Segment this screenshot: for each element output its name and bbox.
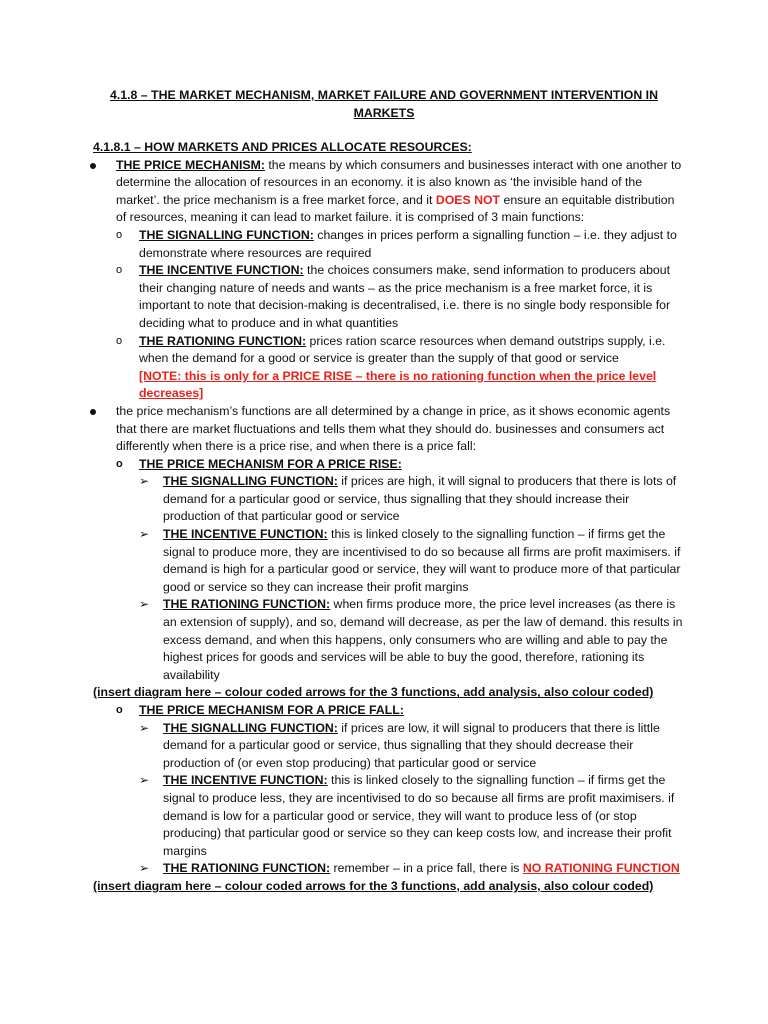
circle-bullet-icon: o — [116, 228, 123, 241]
list-item-rise-function — [93, 526, 683, 596]
arrow-bullet-icon: ➢ — [139, 773, 150, 788]
term-label: THE PRICE MECHANISM: — [116, 157, 265, 172]
emphasis-does-not: DOES NOT — [435, 192, 501, 207]
circle-bullet-icon: o — [116, 334, 123, 347]
paragraph-text: the price mechanism’s functions are all determined by a change in price, as it shows economic agents that there are market fluctuations and tells them what they should do. businesses and consumers act differently when there is a price rise, and when there is a price fall: — [116, 403, 671, 454]
arrow-bullet-icon: ➢ — [139, 861, 150, 876]
definition-text: the choices consumers make, send information to producers about their changing nature of needs and wants – as the price mechanism is a free market force, it is important to note that decision-making is decentralised, i.e. there is no single body responsible for deciding what to produce and in what quantities — [139, 263, 671, 330]
list-item-fall-function — [93, 772, 683, 860]
list-item-price-fall — [93, 702, 683, 720]
section-heading: 4.1.8.1 – HOW MARKETS AND PRICES ALLOCATE RESOURCES: — [93, 140, 472, 154]
term-label: THE SIGNALLING FUNCTION: — [139, 227, 314, 242]
term-label: THE SIGNALLING FUNCTION: — [163, 720, 338, 735]
list-item-fall-function — [93, 860, 683, 878]
bullet-icon — [90, 403, 96, 421]
document-content — [93, 139, 683, 896]
term-label: THE RATIONING FUNCTION: — [163, 597, 331, 612]
definition-text: this is linked closely to the signalling function – if firms get the signal to produce more, they are incentivised to do so because all firms are profit maximisers. if demand is high for a particular good or service, they will want to produce more of that particular good or service so they can increase their profit margins — [163, 527, 681, 594]
definition-text: if prices are high, it will signal to producers that there is lots of demand for a particular good or service, thus signalling that they should increase their production of that particular good or service — [163, 474, 677, 524]
definition-text: when firms produce more, the price level increases (as there is an extension of supply), and so, demand will decrease, as per the law of demand. this results in excess demand, and when this happens, only consumers who are willing and able to pay the highest prices for goods and services will be able to buy the good, therefore, rationing its availability — [163, 597, 683, 682]
term-label: THE INCENTIVE FUNCTION: — [139, 263, 304, 278]
definition-text: remember – in a price fall, there is — [330, 861, 523, 876]
term-label: THE RATIONING FUNCTION: — [139, 333, 307, 348]
list-item-change-in-price — [93, 403, 683, 456]
list-item-rise-function — [93, 473, 683, 526]
definition-text: ensure an equitable distribution of resources, meaning it can lead to market failure. it is comprised of 3 main functions: — [116, 192, 675, 225]
term-label: THE SIGNALLING FUNCTION: — [163, 474, 338, 489]
circle-bullet-icon: o — [116, 704, 123, 716]
bullet-icon — [90, 157, 96, 175]
arrow-bullet-icon: ➢ — [139, 720, 150, 735]
diagram-placeholder-note: (insert diagram here – colour coded arrows for the 3 functions, add analysis, also colour coded) — [93, 685, 654, 700]
term-label: THE INCENTIVE FUNCTION: — [163, 527, 328, 542]
list-item-function — [93, 333, 683, 403]
list-item-price-rise — [93, 456, 683, 474]
list-item-function — [93, 262, 683, 332]
document-title: 4.1.8 – THE MARKET MECHANISM, MARKET FAILURE AND GOVERNMENT INTERVENTION IN MARKETS — [110, 88, 658, 120]
emphasis-no-rationing: NO RATIONING FUNCTION — [522, 861, 680, 876]
circle-bullet-icon: o — [116, 264, 123, 277]
term-label: THE INCENTIVE FUNCTION: — [163, 773, 328, 788]
subheading-price-rise: THE PRICE MECHANISM FOR A PRICE RISE: — [139, 456, 402, 471]
definition-text: changes in prices perform a signalling function – i.e. they adjust to demonstrate where resources are required — [139, 227, 677, 260]
definition-text: the means by which consumers and businesses interact with one another to determine the allocation of resources in an economy. it is also known as ‘the invisible hand of the market’. the price mechanism is a free market force, and it — [116, 157, 682, 207]
definition-text: this is linked closely to the signalling function – if firms get the signal to produce less, they are incentivised to do so because all firms are profit maximisers. if demand is low for a particular good or service, they will want to produce less of (or stop producing) that particular good or service so they can keep costs low, and increase their profit margins — [163, 773, 675, 858]
list-item-rise-function — [93, 596, 683, 684]
definition-text: if prices are low, it will signal to producers that there is little demand for a particular good or service, thus signalling that they should decrease their production of (or even stop producing) that particular good or service — [163, 720, 660, 770]
arrow-bullet-icon: ➢ — [139, 474, 150, 489]
definition-text: prices ration scarce resources when demand outstrips supply, i.e. when the demand for a good or service is greater than the supply of that good or service — [139, 333, 666, 366]
circle-bullet-icon: o — [116, 457, 123, 470]
diagram-placeholder-note: (insert diagram here – colour coded arrows for the 3 functions, add analysis, also colour coded) — [93, 878, 654, 893]
arrow-bullet-icon: ➢ — [139, 597, 150, 612]
list-item-price-mechanism — [93, 157, 683, 227]
list-item-function — [93, 227, 683, 262]
rationing-note: [NOTE: this is only for a PRICE RISE – there is no rationing function when the price level decreases] — [139, 368, 657, 401]
term-label: THE RATIONING FUNCTION: — [163, 861, 331, 876]
arrow-bullet-icon: ➢ — [139, 527, 150, 542]
subheading-price-fall: THE PRICE MECHANISM FOR A PRICE FALL: — [139, 703, 404, 717]
list-item-fall-function — [93, 720, 683, 773]
